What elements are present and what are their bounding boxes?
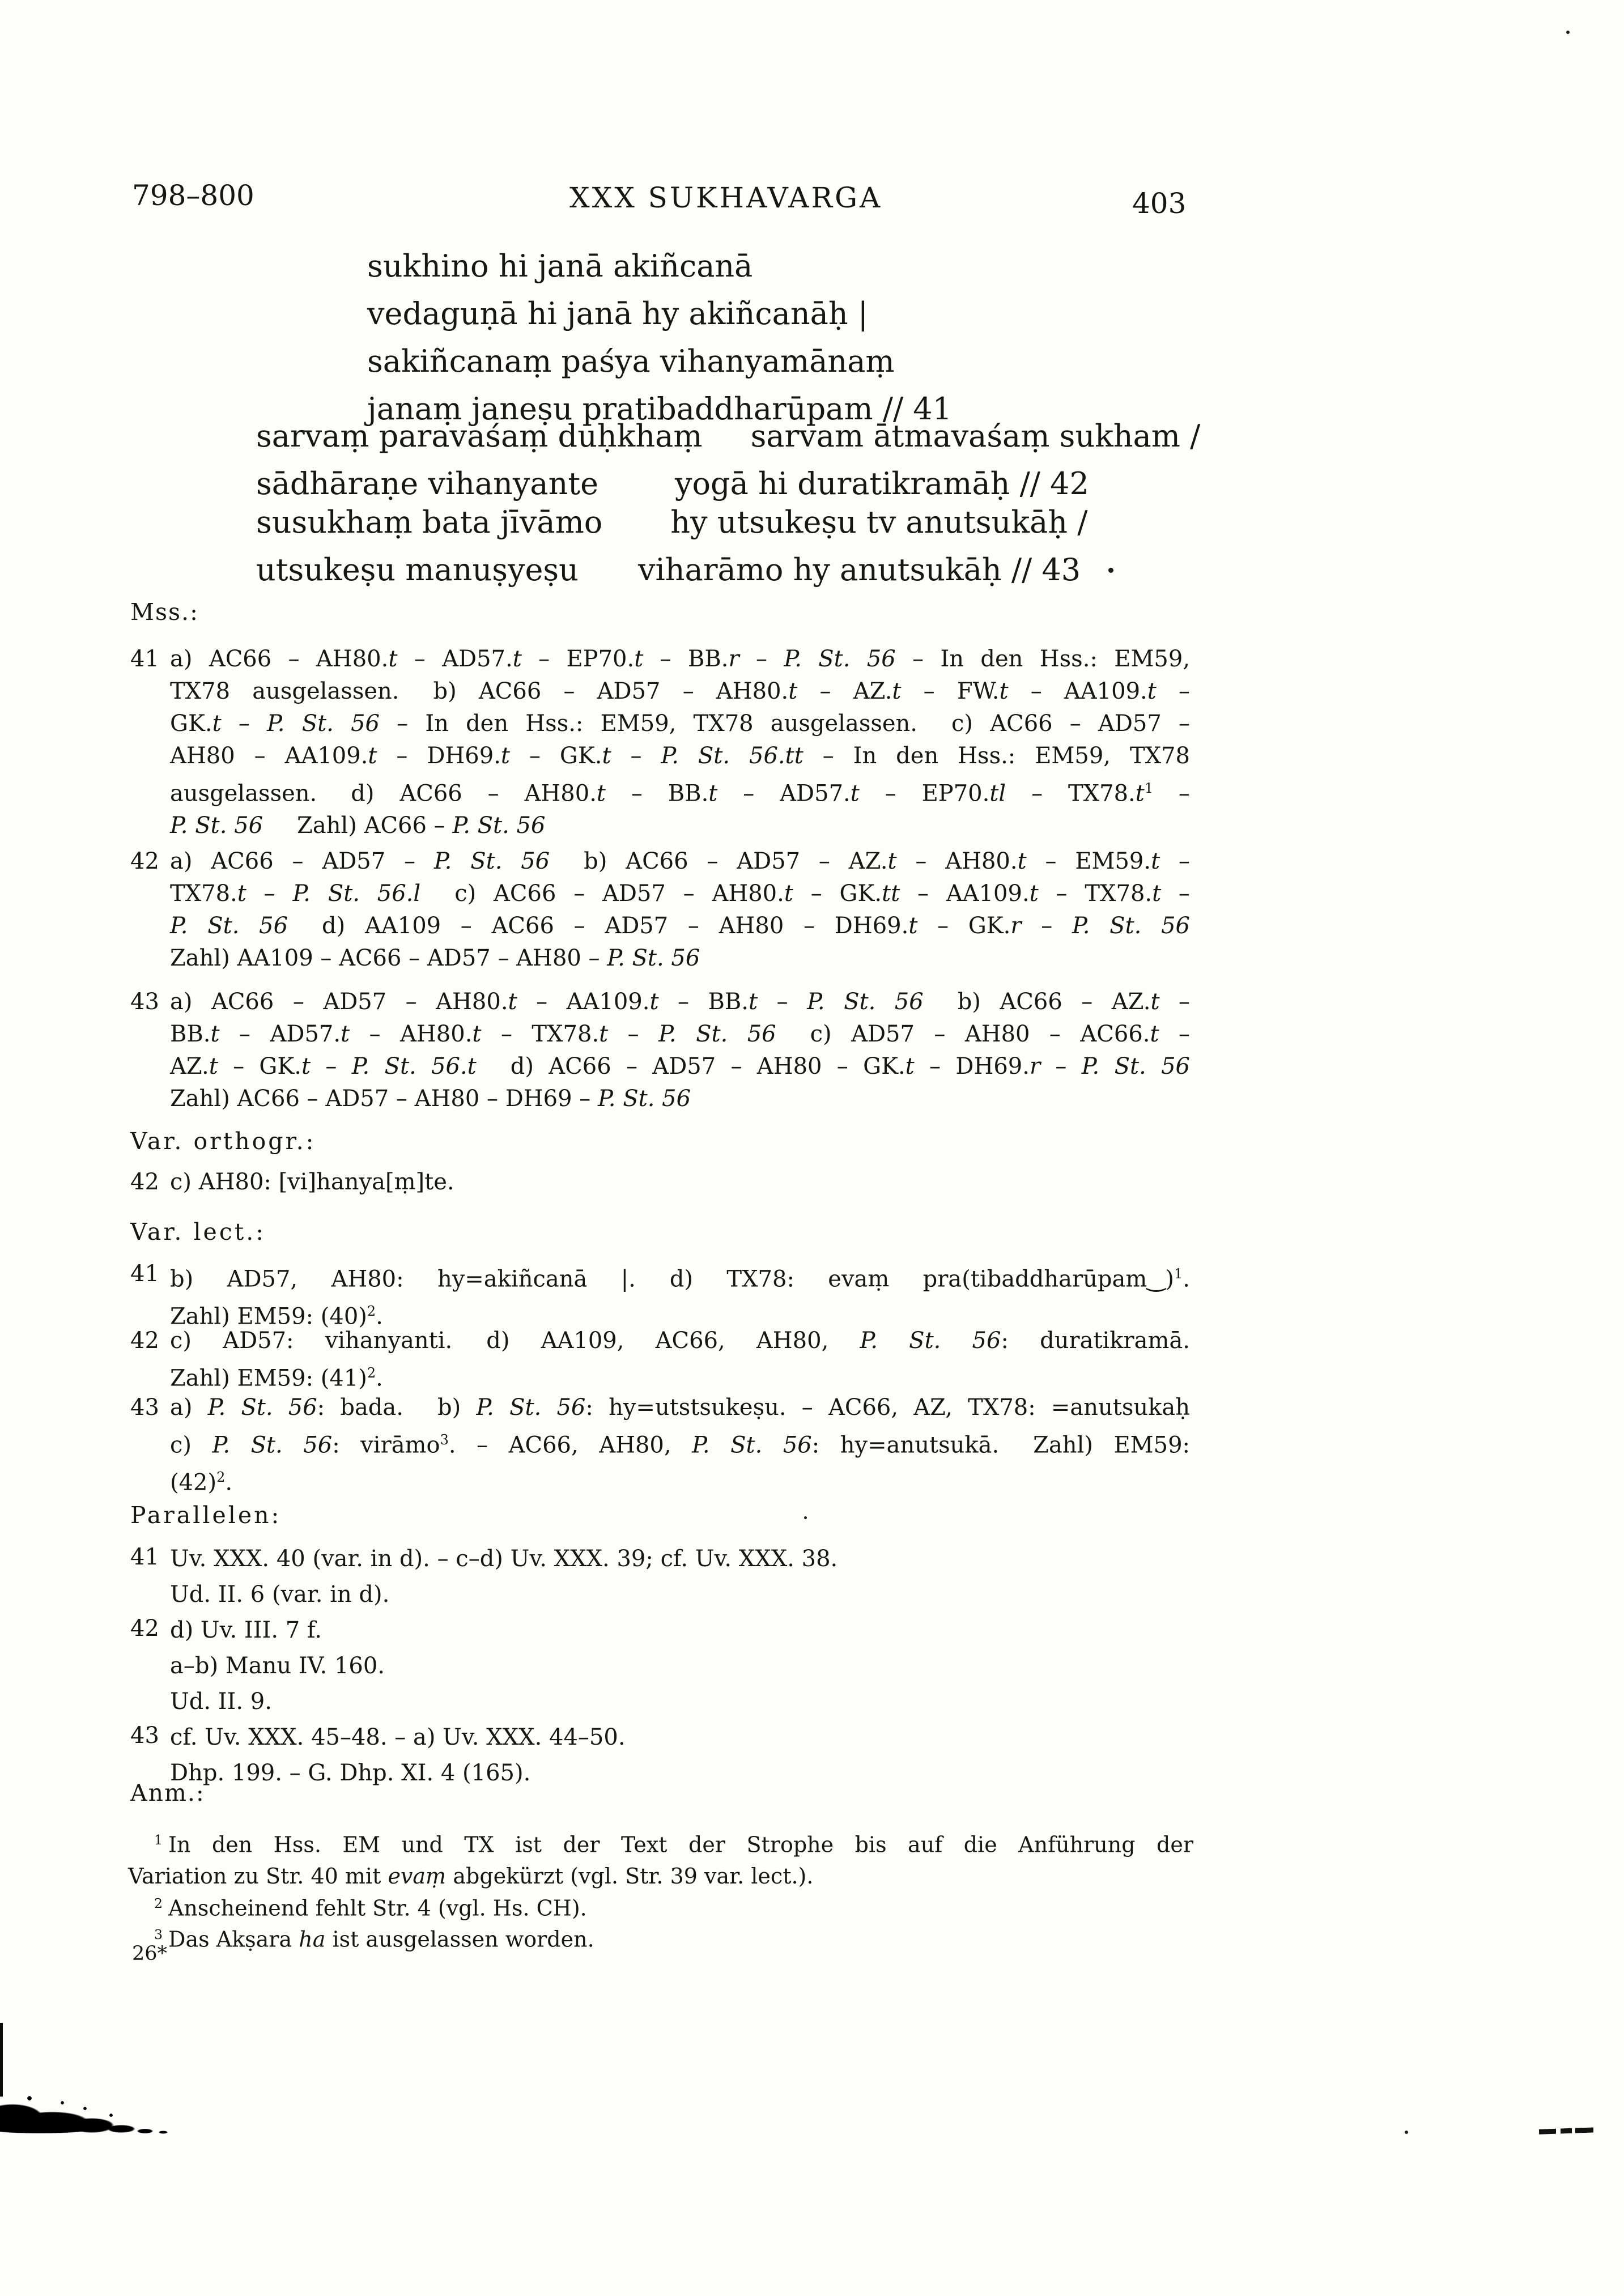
chapter-title: XXX SUKHAVARGA: [569, 181, 883, 214]
pada-a: susukhaṃ bata jīvāmo: [256, 504, 603, 540]
entry-number: 43: [130, 989, 159, 1015]
verse-line: sukhino hi janā akiñcanā: [367, 248, 753, 284]
apparatus-line: GK.t – P. St. 56 – In den Hss.: EM59, TX78 ausgelassen. c) AC66 – AD57 –: [170, 711, 1190, 737]
verse-line: vedaguṇā hi janā hy akiñcanāḥ |: [367, 296, 868, 331]
scan-speck: [1405, 2131, 1408, 2134]
verse-41: [367, 243, 952, 433]
signature-mark: 26*: [132, 1942, 168, 1965]
apparatus-line: a–b) Manu IV. 160.: [170, 1653, 385, 1679]
footnote-line: Variation zu Str. 40 mit evaṃ abgekürzt (vgl. Str. 39 var. lect.).: [128, 1863, 814, 1889]
verse-line: janaṃ janeṣu pratibaddharūpam // 41: [367, 391, 953, 427]
scan-speck: [1566, 31, 1570, 34]
apparatus-line: Ud. II. 9.: [170, 1689, 272, 1715]
entry-number: 41: [130, 1544, 159, 1570]
footnote-marker: 2: [154, 1895, 163, 1911]
mss-heading: Mss.:: [130, 598, 199, 626]
apparatus-line: P. St. 56 d) AA109 – AC66 – AD57 – AH80 – DH69.t – GK.r – P. St. 56: [170, 913, 1190, 939]
verse-42: [256, 413, 1200, 508]
var-orthogr-entry-42: [130, 1166, 1193, 1198]
verse-43: [256, 499, 1087, 594]
footnote-text: In den Hss. EM und TX ist der Text der Strophe bis auf die Anführung der: [168, 1832, 1193, 1857]
apparatus-line: a) P. St. 56: bada. b) P. St. 56: hy=utstsukeṣu. – AC66, AZ, TX78: =anutsukaḥ: [170, 1394, 1190, 1421]
entry-lines: [170, 1720, 1190, 1791]
var-lect-entry-41: [130, 1258, 1193, 1333]
verse-line: [256, 499, 1087, 546]
pada-b: yogā hi duratikramāḥ // 42: [675, 466, 1089, 501]
entry-lines: [170, 1258, 1190, 1333]
mss-entry-42: [130, 845, 1193, 975]
apparatus-line: Zahl) AC66 – AD57 – AH80 – DH69 – P. St. 56: [170, 1086, 691, 1112]
apparatus-line: $(42)^2$.: [170, 1469, 233, 1496]
apparatus-line: TX78 ausgelassen. b) AC66 – AD57 – AH80.t – AZ.t – FW.t – AA109.t –: [170, 678, 1190, 704]
verse-range: 798–800: [132, 179, 254, 212]
entry-number: 41: [130, 646, 159, 672]
entry-lines: [170, 1166, 1190, 1198]
apparatus-line: cf. Uv. XXX. 45–48. – a) Uv. XXX. 44–50.: [170, 1724, 626, 1750]
apparatus-line: Uv. XXX. 40 (var. in d). – c–d) Uv. XXX. 39; cf. Uv. XXX. 38.: [170, 1546, 838, 1572]
footnote-1: [128, 1825, 1193, 1892]
pada-b: sarvam ātmavaśaṃ sukham /: [750, 418, 1201, 454]
entry-number: 42: [130, 1169, 159, 1195]
verse-line: [256, 413, 1200, 460]
scan-dash-marks: [1539, 2127, 1598, 2135]
pada-b: hy utsukeṣu tv anutsukāḥ /: [670, 504, 1088, 540]
footnote-marker: 3: [154, 1927, 163, 1942]
entry-number: 42: [130, 1328, 159, 1354]
apparatus-line: a) AC66 – AD57 – AH80.t – AA109.t – BB.t – P. St. 56 b) AC66 – AZ.t –: [170, 989, 1191, 1015]
entry-lines: [170, 1392, 1190, 1499]
footnote-text: Das Akṣara ha ist ausgelassen worden.: [168, 1927, 594, 1952]
apparatus-line: Zahl) AA109 – AC66 – AD57 – AH80 – P. St. 56: [170, 945, 700, 971]
var-lect-entry-42: [130, 1325, 1193, 1394]
apparatus-line: Ud. II. 6 (var. in d).: [170, 1581, 390, 1608]
stray-period-mark: [1108, 568, 1113, 573]
apparatus-line: b) AD57, AH80: hy=akiñcanā |. d) TX78: evaṃ pra(tibaddharūpam‿)$^1$.: [170, 1266, 1190, 1292]
entry-lines: [170, 643, 1190, 842]
apparatus-line: AH80 – AA109.t – DH69.t – GK.t – P. St. 56.tt – In den Hss.: EM59, TX78: [170, 743, 1190, 769]
entry-number: 43: [130, 1394, 159, 1421]
anm-heading: Anm.:: [130, 1779, 205, 1806]
footnote-3: [128, 1919, 1193, 1955]
apparatus-line: P. St. 56 Zahl) AC66 – P. St. 56: [170, 813, 546, 839]
entry-number: 41: [130, 1261, 159, 1287]
pada-a: utsukeṣu manuṣyeṣu: [256, 552, 579, 588]
entry-lines: [170, 1613, 1190, 1720]
footnote-text: Anscheinend fehlt Str. 4 (vgl. Hs. CH).: [168, 1895, 587, 1921]
pada-b: viharāmo hy anutsukāḥ // 43: [637, 552, 1081, 588]
entry-number: 42: [130, 848, 159, 874]
pada-a: sarvaṃ paravaśaṃ duḥkhaṃ: [256, 418, 703, 454]
apparatus-line: AZ.t – GK.t – P. St. 56.t d) AC66 – AD57 – AH80 – GK.t – DH69.r – P. St. 56: [170, 1053, 1190, 1079]
parallelen-heading: Parallelen:: [130, 1502, 282, 1529]
mss-entry-41: [130, 643, 1193, 842]
verse-line: [256, 546, 1087, 594]
apparatus-line: ausgelassen. d) $AC66 - AH80.t - BB.t - AD57.t - EP70.tl - TX78.t^1$ –: [170, 780, 1191, 807]
var-orthogr-heading: Var. orthogr.:: [130, 1128, 316, 1155]
page-number: 403: [1132, 187, 1187, 220]
entry-number: 42: [130, 1615, 159, 1642]
apparatus-line: c) AH80: [vi]hanya[ṃ]te.: [170, 1169, 454, 1195]
verse-line: sakiñcanaṃ paśya vihanyamānaṃ: [367, 343, 895, 379]
apparatus-line: a) AC66 – AH80.t – AD57.t – EP70.t – BB.r – P. St. 56 – In den Hss.: EM59,: [170, 646, 1191, 672]
apparatus-line: BB.t – AD57.t – AH80.t – TX78.t – P. St. 56 c) AD57 – AH80 – AC66.t –: [170, 1021, 1191, 1047]
mss-entry-43: [130, 986, 1193, 1115]
apparatus-line: Zahl) EM59: $(41)^2$.: [170, 1365, 383, 1392]
apparatus-line: Zahl) EM59: $(40)^2$.: [170, 1303, 383, 1330]
entry-lines: [170, 1541, 1190, 1613]
entry-number: 43: [130, 1723, 159, 1749]
scan-ink-smudge: [0, 2071, 176, 2139]
apparatus-line: Dhp. 199. – G. Dhp. XI. 4 (165).: [170, 1760, 531, 1786]
parallelen-entry-42: [130, 1613, 1193, 1720]
apparatus-line: TX78.t – P. St. 56.l c) AC66 – AD57 – AH80.t – GK.tt – AA109.t – TX78.t –: [170, 881, 1191, 907]
apparatus-line: a) AC66 – AD57 – P. St. 56 b) AC66 – AD57 – AZ.t – AH80.t – EM59.t –: [170, 848, 1191, 874]
scan-speck: [804, 1516, 807, 1519]
var-lect-heading: Var. lect.:: [130, 1218, 266, 1245]
pada-a: sādhāraṇe vihanyante: [256, 466, 599, 501]
apparatus-line: d) Uv. III. 7 f.: [170, 1617, 322, 1643]
apparatus-line: c) AD57: vihanyanti. d) AA109, AC66, AH80, P. St. 56: duratikramā.: [170, 1328, 1191, 1354]
footnote-line: [128, 1919, 1193, 1955]
entry-lines: [170, 1325, 1190, 1394]
entry-lines: [170, 845, 1190, 975]
var-lect-entry-43: [130, 1392, 1193, 1499]
apparatus-line: c) P. St. 56: virāmo$^3$. – AC66, AH80, P. St. 56: hy=anutsukā. Zahl) EM59:: [170, 1432, 1191, 1459]
parallelen-entry-41: [130, 1541, 1193, 1613]
footnote-line: [128, 1825, 1193, 1861]
entry-lines: [170, 986, 1190, 1115]
footnote-marker: 1: [154, 1832, 163, 1848]
parallelen-entry-43: [130, 1720, 1193, 1791]
